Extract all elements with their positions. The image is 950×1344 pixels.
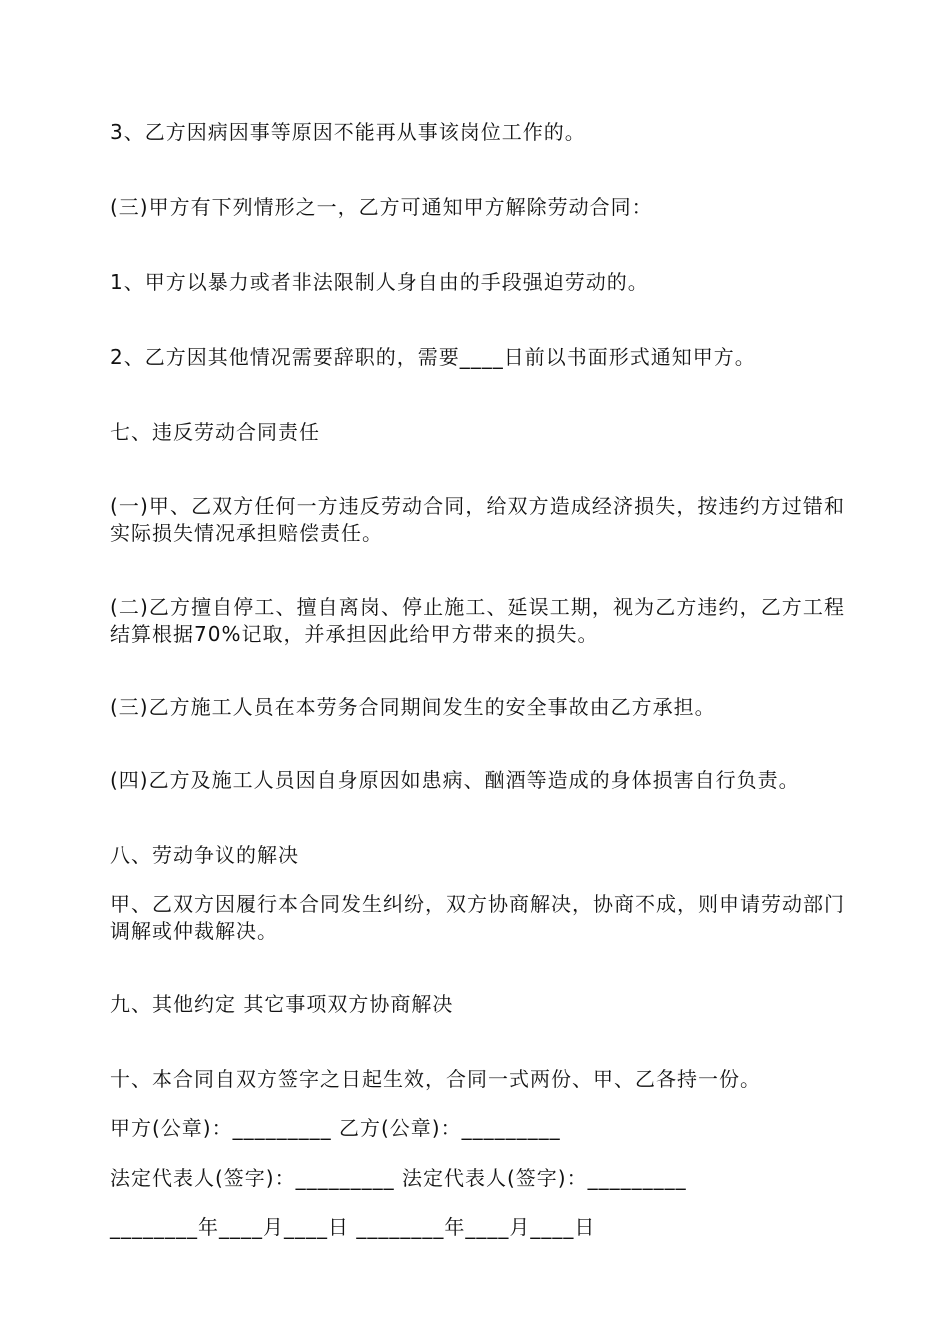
- section-10: 十、本合同自双方签字之日起生效，合同一式两份、甲、乙各持一份。: [110, 1067, 761, 1091]
- clause-7-4: (四)乙方及施工人员因自身原因如患病、酗酒等造成的身体损害自行负责。: [110, 768, 800, 792]
- clause-2-resignation: 2、乙方因其他情况需要辞职的，需要____日前以书面形式通知甲方。: [110, 345, 756, 369]
- representative-signature-line: 法定代表人(签字)：_________ 法定代表人(签字)：_________: [110, 1166, 687, 1190]
- date-line: ________年____月____日 ________年____月____日: [110, 1215, 596, 1239]
- clause-7-2: (二)乙方擅自停工、擅自离岗、停止施工、延误工期，视为乙方违约，乙方工程结算根据70%记取，并承担因此给甲方带来的损失。: [110, 595, 845, 646]
- clause-3-illness: 3、乙方因病因事等原因不能再从事该岗位工作的。: [110, 120, 586, 144]
- seal-signature-line: 甲方(公章)：_________ 乙方(公章)：_________: [110, 1116, 561, 1140]
- clause-8-body: 甲、乙双方因履行本合同发生纠纷，双方协商解决，协商不成，则申请劳动部门调解或仲裁解决。: [110, 892, 845, 943]
- clause-7-3: (三)乙方施工人员在本劳务合同期间发生的安全事故由乙方承担。: [110, 695, 716, 719]
- clause-section-3-heading: (三)甲方有下列情形之一，乙方可通知甲方解除劳动合同：: [110, 195, 653, 219]
- section-9: 九、其他约定 其它事项双方协商解决: [110, 992, 454, 1016]
- clause-1-forced-labor: 1、甲方以暴力或者非法限制人身自由的手段强迫劳动的。: [110, 270, 649, 294]
- section-8-heading: 八、劳动争议的解决: [110, 843, 299, 867]
- clause-7-1: (一)甲、乙双方任何一方违反劳动合同，给双方造成经济损失，按违约方过错和实际损失情况承担赔偿责任。: [110, 494, 845, 545]
- section-7-heading: 七、违反劳动合同责任: [110, 420, 320, 444]
